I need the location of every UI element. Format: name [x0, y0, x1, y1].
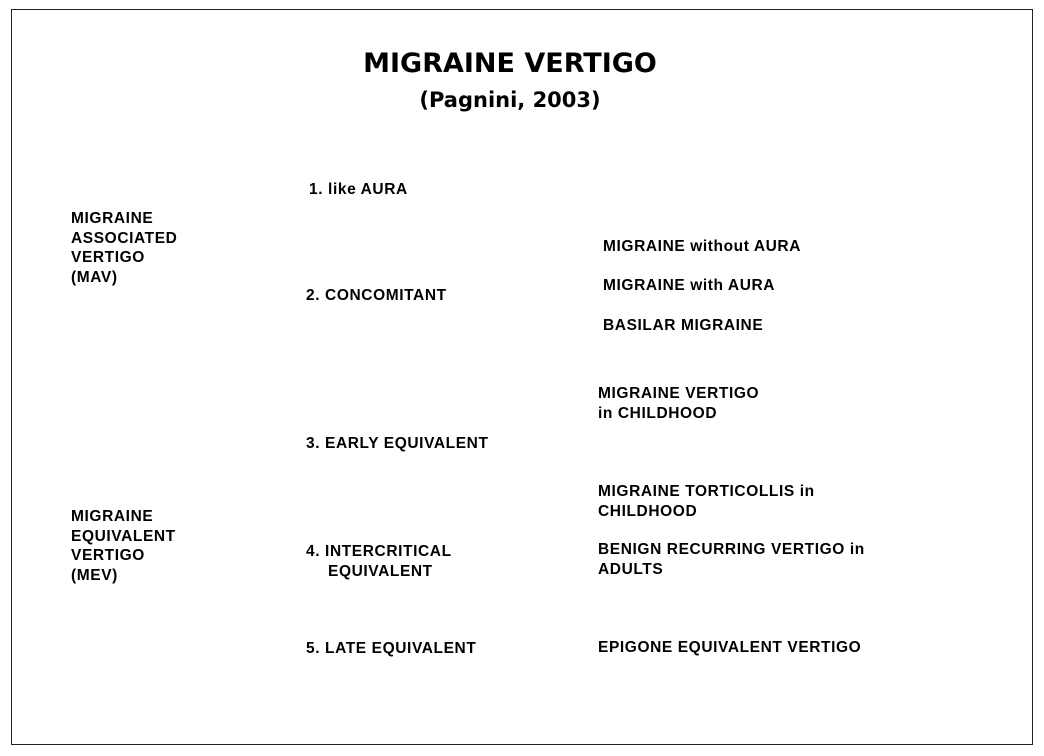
group-mav-line: MIGRAINE [71, 210, 154, 227]
category-late-equivalent: 5. LATE EQUIVALENT [306, 640, 477, 657]
subtype-torticollis [598, 482, 815, 521]
group-mev-line: VERTIGO [71, 547, 145, 564]
group-mev [71, 507, 176, 585]
subtype-epigone: EPIGONE EQUIVALENT VERTIGO [598, 639, 862, 656]
category-intercritical-line2: EQUIVALENT [328, 562, 433, 580]
group-mev-line: (MEV) [71, 566, 118, 584]
group-mev-line: MIGRAINE [71, 508, 154, 525]
subtype-torticollis-line2: CHILDHOOD [598, 502, 698, 520]
group-mav-line: ASSOCIATED [71, 229, 178, 247]
subtype-without-aura: MIGRAINE without AURA [603, 238, 802, 255]
group-mav [71, 209, 177, 287]
category-intercritical-line1: 4. INTERCRITICAL [306, 543, 452, 560]
subtype-with-aura: MIGRAINE with AURA [603, 277, 776, 294]
subtype-benign-line2: ADULTS [598, 560, 664, 578]
subtype-childhood-vertigo [598, 384, 759, 423]
subtype-basilar: BASILAR MIGRAINE [603, 317, 764, 334]
group-mev-line: EQUIVALENT [71, 527, 176, 545]
slide-frame [11, 9, 1033, 745]
category-early-equivalent: 3. EARLY EQUIVALENT [306, 435, 489, 452]
category-intercritical-equivalent [306, 542, 452, 581]
subtype-torticollis-line1: MIGRAINE TORTICOLLIS in [598, 483, 815, 500]
group-mav-line: VERTIGO [71, 249, 145, 266]
subtype-benign-recurring [598, 540, 865, 579]
category-concomitant: 2. CONCOMITANT [306, 287, 447, 304]
category-like-aura: 1. like AURA [309, 181, 408, 198]
subtype-childhood-vertigo-line2: in CHILDHOOD [598, 404, 718, 422]
slide-subtitle: (Pagnini, 2003) [419, 88, 601, 112]
subtype-benign-line1: BENIGN RECURRING VERTIGO in [598, 541, 865, 558]
group-mav-line: (MAV) [71, 268, 118, 286]
slide-title: MIGRAINE VERTIGO [363, 48, 657, 79]
subtype-childhood-vertigo-line1: MIGRAINE VERTIGO [598, 385, 760, 402]
